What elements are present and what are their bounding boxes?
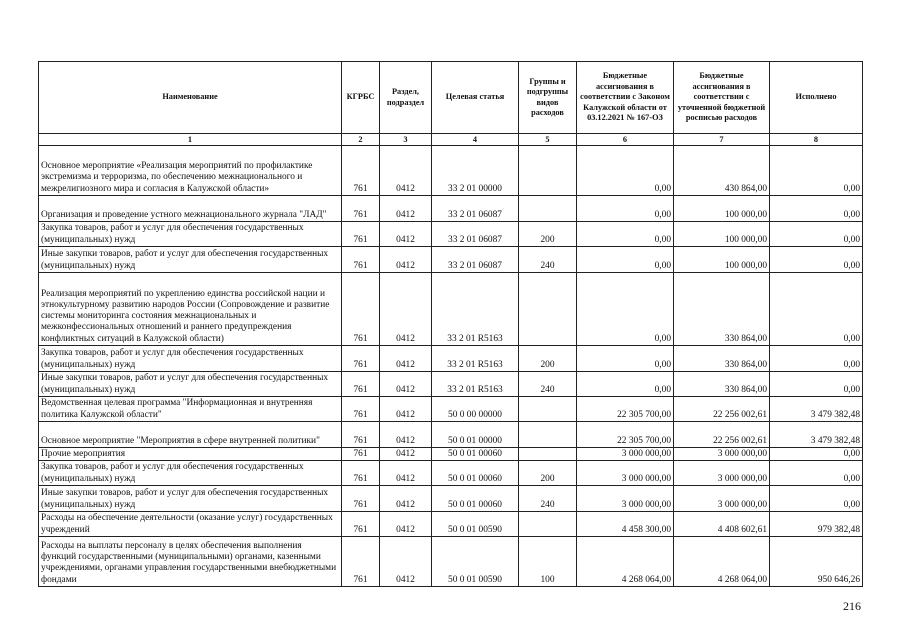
table-row bbox=[39, 461, 863, 486]
row-law-amount: 0,00 bbox=[577, 372, 674, 397]
row-vid: 240 bbox=[519, 486, 577, 512]
row-razdel: 0412 bbox=[380, 422, 432, 448]
row-vid: 240 bbox=[519, 372, 577, 397]
row-law-amount: 0,00 bbox=[577, 346, 674, 372]
header-law: Бюджетные ассигнования в соответствии с Законом Калужской области от 03.12.2021 № 167-ОЗ bbox=[577, 62, 674, 134]
row-razdel: 0412 bbox=[380, 537, 432, 587]
row-vid bbox=[519, 512, 577, 537]
row-rospis-amount: 4 408 602,61 bbox=[674, 512, 770, 537]
row-rospis-amount: 3 000 000,00 bbox=[674, 461, 770, 486]
table-row bbox=[39, 512, 863, 537]
row-rospis-amount: 3 000 000,00 bbox=[674, 486, 770, 512]
row-vid bbox=[519, 397, 577, 422]
budget-table bbox=[38, 61, 863, 587]
row-razdel: 0412 bbox=[380, 486, 432, 512]
row-vid bbox=[519, 196, 577, 222]
row-razdel: 0412 bbox=[380, 448, 432, 461]
table-row bbox=[39, 346, 863, 372]
row-name: Ведомственная целевая программа "Информационная и внутренняя политика Калужской области" bbox=[39, 397, 342, 422]
column-number: 4 bbox=[432, 134, 519, 146]
row-kgrbs: 761 bbox=[342, 486, 380, 512]
header-row bbox=[39, 62, 863, 134]
row-law-amount: 0,00 bbox=[577, 146, 674, 196]
row-kgrbs: 761 bbox=[342, 537, 380, 587]
row-name: Расходы на выплаты персоналу в целях обеспечения выполнения функций государственными (муниципальными) органами, казенными учреждениями, органами управления государственными внебюджетными фондами bbox=[39, 537, 342, 587]
row-name: Основное мероприятие "Мероприятия в сфере внутренней политики" bbox=[39, 422, 342, 448]
row-done-amount: 979 382,48 bbox=[770, 512, 863, 537]
row-statya: 50 0 00 00000 bbox=[432, 397, 519, 422]
table-row bbox=[39, 486, 863, 512]
header-kgrbs: КГРБС bbox=[342, 62, 380, 134]
table-row bbox=[39, 196, 863, 222]
row-kgrbs: 761 bbox=[342, 222, 380, 247]
row-name: Закупка товаров, работ и услуг для обеспечения государственных (муниципальных) нужд bbox=[39, 346, 342, 372]
row-statya: 50 0 01 00060 bbox=[432, 448, 519, 461]
row-name: Иные закупки товаров, работ и услуг для обеспечения государственных (муниципальных) нужд bbox=[39, 247, 342, 273]
row-rospis-amount: 22 256 002,61 bbox=[674, 422, 770, 448]
row-done-amount: 0,00 bbox=[770, 346, 863, 372]
row-done-amount: 0,00 bbox=[770, 273, 863, 346]
row-razdel: 0412 bbox=[380, 222, 432, 247]
row-name: Закупка товаров, работ и услуг для обеспечения государственных (муниципальных) нужд bbox=[39, 222, 342, 247]
column-number: 1 bbox=[39, 134, 342, 146]
row-kgrbs: 761 bbox=[342, 461, 380, 486]
row-done-amount: 0,00 bbox=[770, 372, 863, 397]
header-rospis: Бюджетные ассигнования в соответствии с уточненной бюджетной росписью расходов bbox=[674, 62, 770, 134]
table-row bbox=[39, 448, 863, 461]
row-statya: 33 2 01 R5163 bbox=[432, 372, 519, 397]
row-kgrbs: 761 bbox=[342, 273, 380, 346]
row-done-amount: 0,00 bbox=[770, 486, 863, 512]
row-rospis-amount: 430 864,00 bbox=[674, 146, 770, 196]
row-vid: 100 bbox=[519, 537, 577, 587]
row-statya: 33 2 01 R5163 bbox=[432, 273, 519, 346]
column-number: 7 bbox=[674, 134, 770, 146]
row-law-amount: 3 000 000,00 bbox=[577, 448, 674, 461]
row-name: Прочие мероприятия bbox=[39, 448, 342, 461]
table-row bbox=[39, 222, 863, 247]
row-rospis-amount: 330 864,00 bbox=[674, 346, 770, 372]
row-name: Реализация мероприятий по укреплению единства российской нации и этнокультурному развитию народов России (Сопровождение и развитие системы мониторинга состояния межнациональных и межконфессиональных отношений и раннего предупреждения конфликтных ситуаций в Калужской области) bbox=[39, 273, 342, 346]
row-name: Иные закупки товаров, работ и услуг для обеспечения государственных (муниципальных) нужд bbox=[39, 372, 342, 397]
row-statya: 33 2 01 06087 bbox=[432, 222, 519, 247]
table-row bbox=[39, 422, 863, 448]
row-law-amount: 0,00 bbox=[577, 273, 674, 346]
row-done-amount: 0,00 bbox=[770, 247, 863, 273]
row-statya: 33 2 01 06087 bbox=[432, 196, 519, 222]
row-name: Закупка товаров, работ и услуг для обеспечения государственных (муниципальных) нужд bbox=[39, 461, 342, 486]
column-number-row bbox=[39, 134, 863, 146]
row-razdel: 0412 bbox=[380, 146, 432, 196]
table-row bbox=[39, 397, 863, 422]
row-statya: 50 0 01 00590 bbox=[432, 537, 519, 587]
row-rospis-amount: 22 256 002,61 bbox=[674, 397, 770, 422]
row-kgrbs: 761 bbox=[342, 346, 380, 372]
header-razdel: Раздел, подраздел bbox=[380, 62, 432, 134]
table-row bbox=[39, 273, 863, 346]
row-kgrbs: 761 bbox=[342, 146, 380, 196]
row-statya: 50 0 01 00060 bbox=[432, 461, 519, 486]
row-done-amount: 0,00 bbox=[770, 461, 863, 486]
row-statya: 33 2 01 06087 bbox=[432, 247, 519, 273]
column-number: 8 bbox=[770, 134, 863, 146]
row-rospis-amount: 100 000,00 bbox=[674, 196, 770, 222]
table-row bbox=[39, 372, 863, 397]
row-razdel: 0412 bbox=[380, 196, 432, 222]
row-kgrbs: 761 bbox=[342, 512, 380, 537]
row-kgrbs: 761 bbox=[342, 422, 380, 448]
header-done: Исполнено bbox=[770, 62, 863, 134]
row-statya: 33 2 01 R5163 bbox=[432, 346, 519, 372]
row-kgrbs: 761 bbox=[342, 247, 380, 273]
row-kgrbs: 761 bbox=[342, 196, 380, 222]
row-law-amount: 0,00 bbox=[577, 196, 674, 222]
row-name: Организация и проведение устного межнационального журнала "ЛАД" bbox=[39, 196, 342, 222]
row-done-amount: 0,00 bbox=[770, 196, 863, 222]
row-razdel: 0412 bbox=[380, 512, 432, 537]
row-rospis-amount: 4 268 064,00 bbox=[674, 537, 770, 587]
row-rospis-amount: 330 864,00 bbox=[674, 372, 770, 397]
row-vid bbox=[519, 422, 577, 448]
row-vid: 200 bbox=[519, 222, 577, 247]
row-law-amount: 22 305 700,00 bbox=[577, 397, 674, 422]
header-statya: Целевая статья bbox=[432, 62, 519, 134]
row-statya: 50 0 01 00060 bbox=[432, 486, 519, 512]
row-done-amount: 3 479 382,48 bbox=[770, 422, 863, 448]
row-kgrbs: 761 bbox=[342, 372, 380, 397]
column-number: 5 bbox=[519, 134, 577, 146]
row-law-amount: 0,00 bbox=[577, 247, 674, 273]
row-rospis-amount: 3 000 000,00 bbox=[674, 448, 770, 461]
row-vid bbox=[519, 448, 577, 461]
row-statya: 33 2 01 00000 bbox=[432, 146, 519, 196]
row-law-amount: 3 000 000,00 bbox=[577, 461, 674, 486]
row-vid bbox=[519, 146, 577, 196]
row-statya: 50 0 01 00000 bbox=[432, 422, 519, 448]
row-vid: 240 bbox=[519, 247, 577, 273]
row-law-amount: 4 268 064,00 bbox=[577, 537, 674, 587]
row-done-amount: 3 479 382,48 bbox=[770, 397, 863, 422]
row-law-amount: 0,00 bbox=[577, 222, 674, 247]
column-number: 3 bbox=[380, 134, 432, 146]
row-vid: 200 bbox=[519, 346, 577, 372]
row-law-amount: 22 305 700,00 bbox=[577, 422, 674, 448]
row-rospis-amount: 100 000,00 bbox=[674, 222, 770, 247]
row-razdel: 0412 bbox=[380, 461, 432, 486]
row-done-amount: 0,00 bbox=[770, 222, 863, 247]
page-number: 216 bbox=[843, 599, 861, 613]
row-rospis-amount: 100 000,00 bbox=[674, 247, 770, 273]
row-razdel: 0412 bbox=[380, 372, 432, 397]
column-number: 6 bbox=[577, 134, 674, 146]
row-razdel: 0412 bbox=[380, 247, 432, 273]
row-name: Иные закупки товаров, работ и услуг для обеспечения государственных (муниципальных) нужд bbox=[39, 486, 342, 512]
row-kgrbs: 761 bbox=[342, 448, 380, 461]
row-done-amount: 0,00 bbox=[770, 146, 863, 196]
row-razdel: 0412 bbox=[380, 273, 432, 346]
header-name: Наименование bbox=[39, 62, 342, 134]
table-row bbox=[39, 247, 863, 273]
row-vid bbox=[519, 273, 577, 346]
row-razdel: 0412 bbox=[380, 346, 432, 372]
header-vid: Группы и подгруппы видов расходов bbox=[519, 62, 577, 134]
row-kgrbs: 761 bbox=[342, 397, 380, 422]
row-done-amount: 950 646,26 bbox=[770, 537, 863, 587]
row-name: Расходы на обеспечение деятельности (оказание услуг) государственных учреждений bbox=[39, 512, 342, 537]
row-razdel: 0412 bbox=[380, 397, 432, 422]
row-law-amount: 3 000 000,00 bbox=[577, 486, 674, 512]
row-vid: 200 bbox=[519, 461, 577, 486]
row-done-amount: 0,00 bbox=[770, 448, 863, 461]
row-name: Основное мероприятие «Реализация мероприятий по профилактике экстремизма и терроризма, по обеспечению межнационального и межрелигиозного мира и согласия в Калужской области» bbox=[39, 146, 342, 196]
row-law-amount: 4 458 300,00 bbox=[577, 512, 674, 537]
table-row bbox=[39, 146, 863, 196]
row-statya: 50 0 01 00590 bbox=[432, 512, 519, 537]
column-number: 2 bbox=[342, 134, 380, 146]
table-row bbox=[39, 537, 863, 587]
row-rospis-amount: 330 864,00 bbox=[674, 273, 770, 346]
